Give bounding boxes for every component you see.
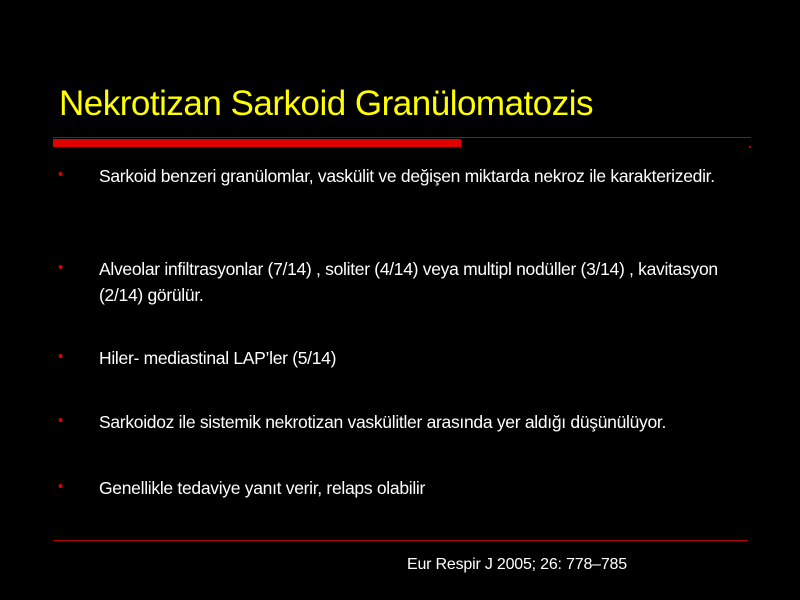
footer-rule xyxy=(53,540,748,541)
bullet-marker: • xyxy=(58,259,64,276)
bullet-marker: • xyxy=(58,478,64,495)
bullet-marker: • xyxy=(58,166,64,183)
slide-title: Nekrotizan Sarkoid Granülomatozis xyxy=(59,84,594,123)
bullet-marker: • xyxy=(58,412,64,429)
bullet-text: Sarkoidoz ile sistemik nekrotizan vaskülitler arasında yer aldığı düşünülüyor. xyxy=(99,412,667,432)
bullet-text: Genellikle tedaviye yanıt verir, relaps olabilir xyxy=(99,478,426,498)
bullet-text: Hiler- mediastinal LAP’ler (5/14) xyxy=(99,348,337,368)
bullet-marker: • xyxy=(58,348,64,365)
bullet-text: Alveolar infiltrasyonlar (7/14) , soliter (4/14) veya multipl nodüller (3/14) , kavitasyon (2/14) görülür. xyxy=(99,259,718,305)
bullet-text: Sarkoid benzeri granülomlar, vaskülit ve değişen miktarda nekroz ile karakterizedir. xyxy=(99,166,715,186)
citation: Eur Respir J 2005; 26: 778–785 xyxy=(407,556,627,573)
